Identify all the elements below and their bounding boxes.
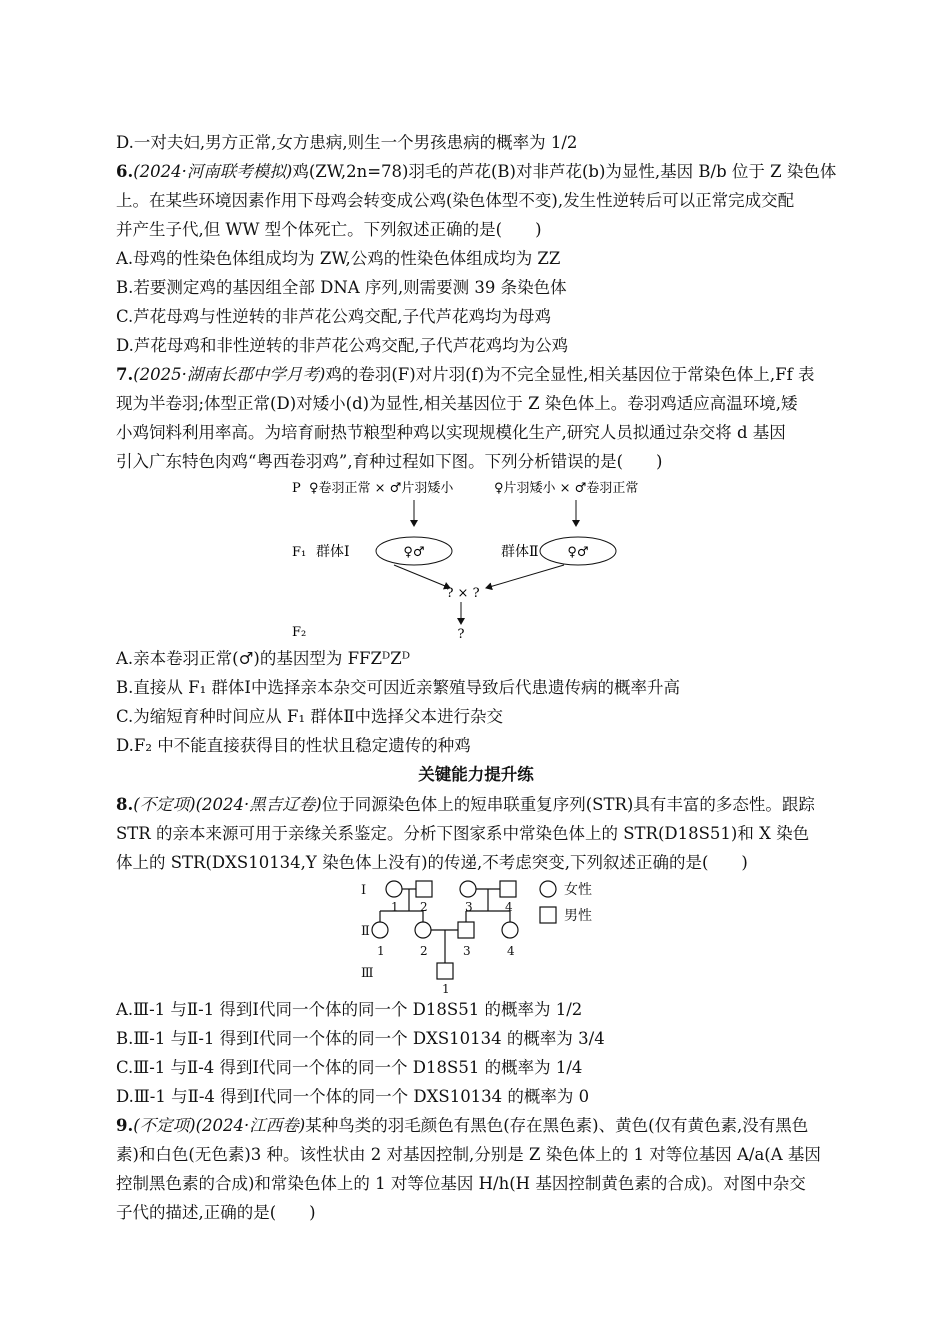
f2-question: ? bbox=[457, 627, 465, 642]
q8-number: 8. bbox=[116, 795, 134, 814]
group1-sexes: ♀♂ bbox=[403, 545, 425, 560]
q9-source: (不定项)(2024·江西卷) bbox=[133, 1116, 306, 1135]
q8-stem-line-3: 体上的 STR(DXS10134,Y 染色体上没有)的传递,不考虑突变,下列叙述正确的是( ) bbox=[116, 853, 748, 872]
q7-option-c: C.为缩短育种时间应从 F₁ 群体Ⅱ中选择父本进行杂交 bbox=[116, 707, 504, 726]
group1-label: 群体Ⅰ bbox=[316, 544, 350, 560]
gen1-female-3 bbox=[460, 881, 476, 897]
gen1-num-1: 1 bbox=[391, 900, 399, 914]
q6-option-d: D.芦花母鸡和非性逆转的非芦花公鸡交配,子代芦花鸡均为公鸡 bbox=[116, 336, 569, 355]
q7-stem-line-2: 现为半卷羽;体型正常(D)对矮小(d)为显性,相关基因位于 Z 染色体上。卷羽鸡适应高温环境,矮 bbox=[116, 394, 798, 413]
q6-stem-text: 鸡(ZW,2n=78)羽毛的芦花(B)对非芦花(b)为显性,基因 B/b 位于 Z 染色体 bbox=[292, 162, 837, 181]
q7-option-b: B.直接从 F₁ 群体Ⅰ中选择亲本杂交可因近亲繁殖导致后代患遗传病的概率升高 bbox=[116, 678, 680, 697]
gen3-male-1 bbox=[437, 963, 453, 979]
cross-1: ♀卷羽正常 × ♂片羽矮小 bbox=[309, 481, 454, 496]
q7-stem-line-1 bbox=[116, 360, 836, 389]
q6-stem-line-3: 并产生子代,但 WW 型个体死亡。下列叙述正确的是( ) bbox=[116, 220, 542, 239]
cross-question: ? × ? bbox=[446, 586, 480, 601]
q8-stem-text: 位于同源染色体上的短串联重复序列(STR)具有丰富的多态性。跟踪 bbox=[321, 795, 815, 814]
gen2-num-1: 1 bbox=[377, 944, 385, 958]
legend-male-label: 男性 bbox=[564, 908, 592, 924]
gen1-num-2: 2 bbox=[420, 900, 428, 914]
gen2-female-1 bbox=[372, 922, 388, 938]
q9-stem-line-4: 子代的描述,正确的是( ) bbox=[116, 1203, 316, 1222]
q5-option-d: D.一对夫妇,男方正常,女方患病,则生一个男孩患病的概率为 1/2 bbox=[116, 133, 578, 152]
gen3-num-1: 1 bbox=[442, 982, 450, 995]
q6-option-a: A.母鸡的性染色体组成均为 ZW,公鸡的性染色体组成均为 ZZ bbox=[116, 249, 561, 268]
f2-label: F₂ bbox=[292, 625, 307, 640]
gen1-num-4: 4 bbox=[505, 900, 513, 914]
gen1-num-3: 3 bbox=[465, 900, 473, 914]
gen2-num-4: 4 bbox=[507, 944, 515, 958]
q8-option-d: D.Ⅲ-1 与Ⅱ-4 得到Ⅰ代同一个体的同一个 DXS10134 的概率为 0 bbox=[116, 1087, 590, 1106]
q9-stem-line-2: 素)和白色(无色素)3 种。该性状由 2 对基因控制,分别是 Z 染色体上的 1 对等位基因 A/a(A 基因 bbox=[116, 1145, 821, 1164]
q8-stem-line-1 bbox=[116, 790, 836, 819]
q8-source: (不定项)(2024·黑吉辽卷) bbox=[133, 795, 322, 814]
gen2-label: Ⅱ bbox=[361, 924, 370, 939]
q7-source: (2025·湖南长郡中学月考) bbox=[133, 365, 326, 384]
gen1-female-1 bbox=[386, 881, 402, 897]
gen2-num-3: 3 bbox=[463, 944, 471, 958]
q9-stem-line-1 bbox=[116, 1111, 836, 1140]
gen3-label: Ⅲ bbox=[361, 966, 374, 981]
gen2-num-2: 2 bbox=[420, 944, 428, 958]
q8-option-b: B.Ⅲ-1 与Ⅱ-1 得到Ⅰ代同一个体的同一个 DXS10134 的概率为 3/4 bbox=[116, 1029, 605, 1048]
f1-label: F₁ bbox=[292, 545, 307, 560]
gen1-label: Ⅰ bbox=[361, 883, 367, 898]
q6-stem-line-2: 上。在某些环境因素作用下母鸡会转变成公鸡(染色体型不变),发生性逆转后可以正常完成交配 bbox=[116, 191, 795, 210]
arrow-group2-to-cross bbox=[486, 565, 564, 588]
page bbox=[116, 128, 836, 1227]
q7-stem-line-4: 引入广东特色肉鸡“粤西卷羽鸡”,育种过程如下图。下列分析错误的是( ) bbox=[116, 452, 663, 471]
q6-option-b: B.若要测定鸡的基因组全部 DNA 序列,则需要测 39 条染色体 bbox=[116, 278, 567, 297]
pedigree-chart bbox=[116, 877, 836, 995]
gen1-male-4 bbox=[500, 881, 516, 897]
q6-number: 6. bbox=[116, 162, 134, 181]
q6-stem-line-1 bbox=[116, 157, 836, 186]
group2-label: 群体Ⅱ bbox=[501, 544, 539, 560]
gen2-male-3 bbox=[458, 922, 474, 938]
f2-row-svg bbox=[116, 624, 836, 642]
q7-option-a: A.亲本卷羽正常(♂)的基因型为 FFZᴰZᴰ bbox=[116, 649, 411, 668]
q6-source: (2024·河南联考模拟) bbox=[133, 162, 293, 181]
q8-option-c: C.Ⅲ-1 与Ⅱ-4 得到Ⅰ代同一个体的同一个 D18S51 的概率为 1/4 bbox=[116, 1058, 583, 1077]
q9-stem-text: 某种鸟类的羽毛颜色有黑色(存在黑色素)、黄色(仅有黄色素,没有黑色 bbox=[305, 1116, 809, 1135]
arrow-group1-to-cross bbox=[394, 565, 450, 588]
q9-stem-line-3: 控制黑色素的合成)和常染色体上的 1 对等位基因 H/h(H 基因控制黄色素的合成)。对图中杂交 bbox=[116, 1174, 806, 1193]
breeding-diagram bbox=[116, 476, 836, 626]
q8-option-a: A.Ⅲ-1 与Ⅱ-1 得到Ⅰ代同一个体的同一个 D18S51 的概率为 1/2 bbox=[116, 1000, 583, 1019]
section-title: 关键能力提升练 bbox=[418, 765, 534, 784]
q7-stem-line-3: 小鸡饲料利用率高。为培育耐热节粮型种鸡以实现规模化生产,研究人员拟通过杂交将 d 基因 bbox=[116, 423, 786, 442]
pedigree-svg bbox=[116, 877, 836, 995]
breeding-diagram-svg bbox=[116, 476, 836, 626]
q7-number: 7. bbox=[116, 365, 134, 384]
cross-2: ♀片羽矮小 × ♂卷羽正常 bbox=[494, 481, 639, 496]
q8-stem-line-2: STR 的亲本来源可用于亲缘关系鉴定。分析下图家系中常染色体上的 STR(D18S51)和 X 染色 bbox=[116, 824, 810, 843]
legend-male-symbol bbox=[540, 907, 556, 923]
group2-sexes: ♀♂ bbox=[567, 545, 589, 560]
q7-stem-text: 鸡的卷羽(F)对片羽(f)为不完全显性,相关基因位于常染色体上,Ff 表 bbox=[325, 365, 815, 384]
q6-option-c: C.芦花母鸡与性逆转的非芦花公鸡交配,子代芦花鸡均为母鸡 bbox=[116, 307, 552, 326]
gen2-female-2 bbox=[415, 922, 431, 938]
legend-female-symbol bbox=[540, 881, 556, 897]
p-label: P bbox=[292, 481, 301, 496]
gen1-male-2 bbox=[416, 881, 432, 897]
q9-number: 9. bbox=[116, 1116, 134, 1135]
f2-row bbox=[116, 626, 836, 644]
q7-option-d: D.F₂ 中不能直接获得目的性状且稳定遗传的种鸡 bbox=[116, 736, 471, 755]
gen2-female-4 bbox=[502, 922, 518, 938]
legend-female-label: 女性 bbox=[564, 882, 592, 898]
